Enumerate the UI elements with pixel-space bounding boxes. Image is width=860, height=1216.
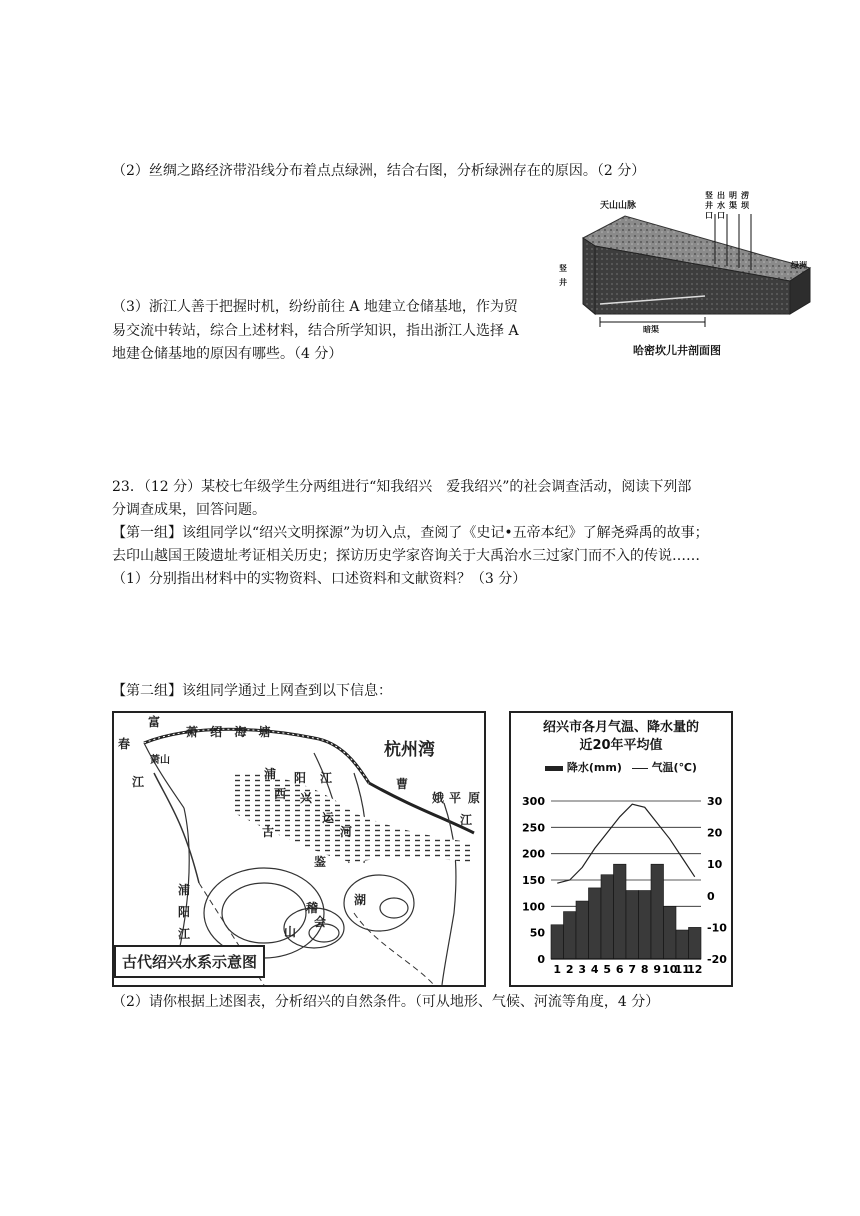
x-tick-label: 7 <box>628 963 637 976</box>
precip-bar <box>689 927 702 959</box>
precip-bar <box>551 925 564 959</box>
precip-bar <box>589 888 602 959</box>
legend <box>511 759 731 775</box>
y-left-tick-label: 0 <box>537 953 545 966</box>
label-chun: 春 <box>118 737 131 751</box>
label-jiang-3: 江 <box>320 771 333 785</box>
label-shujing-side: 竖井 <box>559 263 567 287</box>
y-right-tick-label: 30 <box>707 795 723 808</box>
label-pu-2: 浦 <box>178 883 191 897</box>
label-yun: 运 <box>322 811 335 825</box>
label-shan: 山 <box>284 925 297 939</box>
label-gu: 古 <box>262 825 275 839</box>
group1-line1: 【第一组】该组同学以“绍兴文明探源”为切入点，查阅了《史记•五帝本纪》了解尧舜禹的故事； <box>112 525 709 541</box>
group2-question-2: （2）请你根据上述图表，分析绍兴的自然条件。（可从地形、气候、河流等角度，4 分） <box>112 994 660 1010</box>
x-tick-label: 9 <box>653 963 662 976</box>
group1-line2: 去印山越国王陵遗址考证相关历史；探访历史学家咨询关于大禹治水三过家门而不入的传说…… <box>112 548 700 564</box>
karez-figure <box>555 186 820 361</box>
shaoxing-water-map <box>112 711 486 987</box>
precip-bar <box>676 930 689 959</box>
y-left-tick-label: 50 <box>529 926 545 940</box>
y-left-tick-label: 200 <box>522 847 545 861</box>
precip-bar <box>601 875 614 959</box>
label-mingqu: 明渠 <box>729 190 737 210</box>
precip-bar <box>614 864 627 959</box>
x-tick-label: 6 <box>615 963 624 976</box>
x-tick-label: 5 <box>603 963 612 976</box>
x-tick-label: 12 <box>687 963 703 976</box>
label-pu-1: 浦 <box>264 767 277 781</box>
question-3-line1: （3）浙江人善于把握时机，纷纷前往 A 地建立仓储基地，作为贸 <box>112 299 518 315</box>
question-3-line2: 易交流中转站，综合上述材料，结合所学知识，指出浙江人选择 A <box>112 323 519 339</box>
label-ji: 稽 <box>306 901 319 915</box>
label-kuai: 会 <box>314 915 327 929</box>
precip-bar <box>576 901 589 959</box>
label-jiang-4: 江 <box>178 927 191 941</box>
label-yang-1: 阳 <box>294 771 307 785</box>
label-jian: 鉴 <box>314 855 327 869</box>
label-xi: 西 <box>274 787 287 801</box>
x-tick-label: 8 <box>640 963 649 976</box>
y-right-tick-label: -20 <box>707 953 727 966</box>
x-tick-label: 4 <box>590 963 599 976</box>
label-yang-2: 阳 <box>178 905 191 919</box>
x-tick-label: 10 <box>662 963 678 976</box>
y-left-tick-label: 150 <box>522 874 545 887</box>
label-jiang-2: 江 <box>460 813 473 827</box>
y-left-tick-label: 100 <box>522 900 545 914</box>
legend-line-swatch <box>632 768 648 769</box>
question-3-line3: 地建仓储基地的原因有哪些。（4 分） <box>112 346 343 362</box>
group2-intro: 【第二组】该组同学通过上网查到以下信息： <box>112 683 392 699</box>
label-xiaoshan: 萧山 <box>150 755 170 766</box>
label-cao: 曹 <box>396 777 409 791</box>
group1-question-1: （1）分别指出材料中的实物资料、口述资料和文献资料？（3 分） <box>112 571 527 587</box>
precip-bar <box>564 912 577 959</box>
label-xing: 兴 <box>300 791 313 805</box>
label-e: 娥 <box>432 791 445 805</box>
legend-bar-swatch <box>545 766 563 771</box>
y-left-tick-label: 250 <box>522 821 545 835</box>
climate-chart <box>509 711 733 987</box>
y-left-tick-label: 300 <box>522 795 545 808</box>
chart-title-line2: 近20年平均值 <box>579 738 663 753</box>
label-yuan: 原 <box>468 791 481 805</box>
x-tick-label: 1 <box>553 963 562 976</box>
y-right-tick-label: 0 <box>707 889 715 903</box>
y-right-tick-label: -10 <box>707 921 727 935</box>
question-23-line2: 分调查成果，回答问题。 <box>112 502 266 518</box>
x-tick-label: 2 <box>565 963 574 976</box>
question-23-line1: 23．（12 分）某校七年级学生分两组进行“知我绍兴 爱我绍兴”的社会调查活动，阅读下列部 <box>112 479 692 495</box>
label-jiang-1: 江 <box>132 775 145 789</box>
label-anqu: 暗渠 <box>643 324 659 334</box>
label-ping: 平 <box>449 791 462 805</box>
legend-line-label: 气温(℃) <box>651 761 697 774</box>
y-right-tick-label: 20 <box>707 826 723 840</box>
chart-title-line1: 绍兴市各月气温、降水量的 <box>542 720 699 735</box>
karez-illustration <box>555 186 820 361</box>
karez-caption: 哈密坎儿井剖面图 <box>633 344 721 357</box>
chart-plot <box>511 783 731 983</box>
precip-bar <box>664 906 677 959</box>
label-tianshan: 天山山脉 <box>600 201 637 211</box>
label-shujingkou: 竖井口 <box>705 190 713 220</box>
y-right-tick-label: 10 <box>707 858 723 872</box>
label-haitang: 萧 绍 海 塘 <box>186 725 275 739</box>
map-title: 古代绍兴水系示意图 <box>114 945 265 978</box>
legend-bar-label: 降水(mm) <box>566 761 622 774</box>
label-fu: 富 <box>148 715 161 729</box>
x-tick-label: 11 <box>674 963 690 976</box>
question-2: （2）丝绸之路经济带沿线分布着点点绿洲，结合右图，分析绿洲存在的原因。（2 分） <box>112 163 646 179</box>
precip-bar <box>651 864 664 959</box>
label-lvzhou: 绿洲 <box>791 260 807 270</box>
label-chushuikou: 出水口 <box>717 190 725 220</box>
label-laoba: 涝坝 <box>741 190 749 210</box>
precip-bar <box>639 891 652 959</box>
label-hangzhouwan: 杭州湾 <box>384 740 435 760</box>
label-hu: 湖 <box>354 893 367 907</box>
label-he: 河 <box>340 825 353 839</box>
precip-bar <box>626 891 639 959</box>
x-tick-label: 3 <box>578 963 587 976</box>
